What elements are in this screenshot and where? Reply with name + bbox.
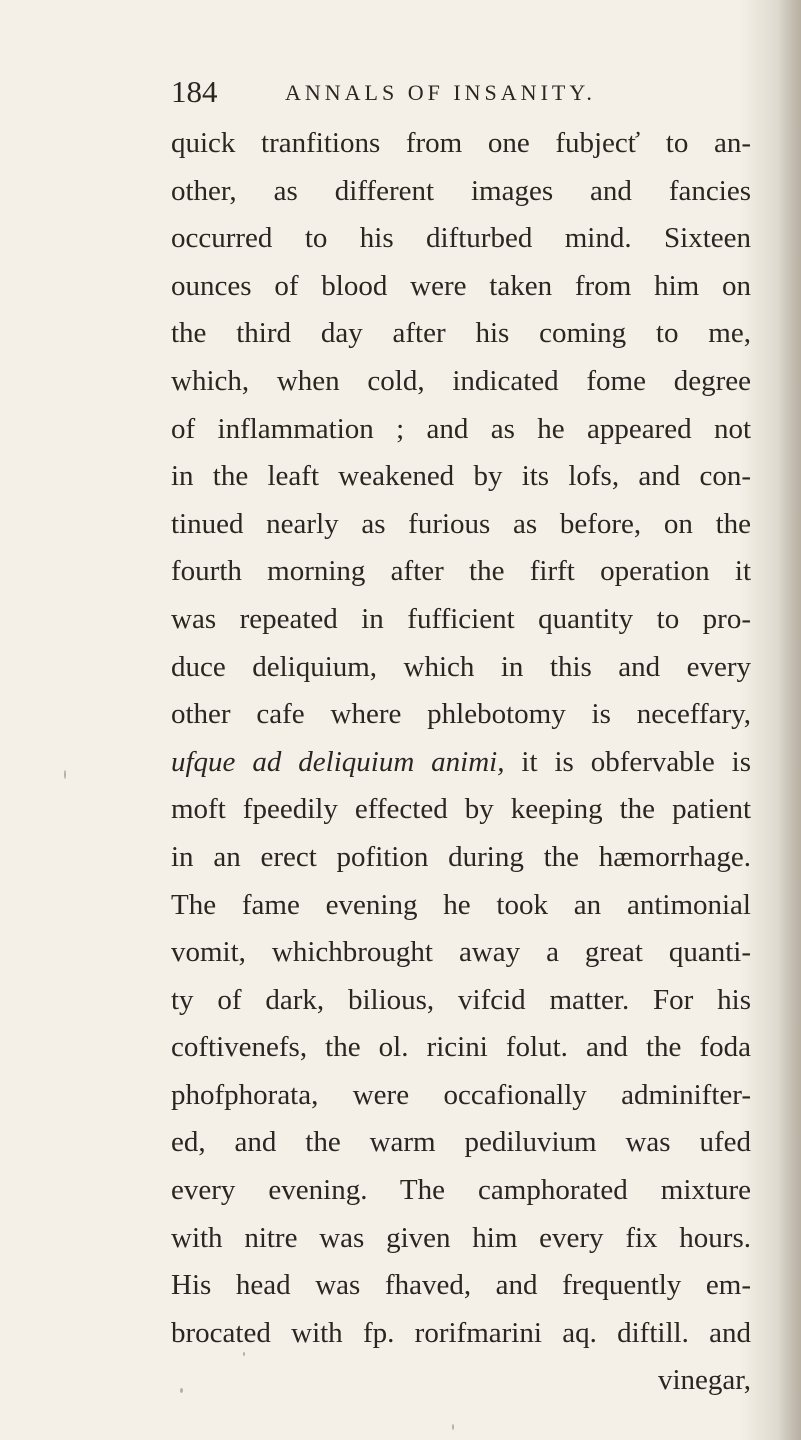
text-line-22: ed, and the warm pediluvium was ufed <box>171 1126 751 1159</box>
text-line-25: His head was fhaved, and frequently em- <box>171 1269 751 1302</box>
page-edge-shadow <box>779 0 801 1440</box>
page-number: 184 <box>171 74 218 109</box>
text-line-18: vomit, whichbrought away a great quanti- <box>171 936 751 969</box>
catchword: vinegar, <box>657 1364 751 1397</box>
text-line-4: ounces of blood were taken from him on <box>171 269 751 302</box>
body-text <box>171 120 751 1405</box>
text-line-9: tinued nearly as furious as before, on the <box>171 507 751 540</box>
text-line-26: brocated with fp. rorifmarini aq. diftill. and <box>171 1316 751 1349</box>
text-line-14 <box>171 739 751 787</box>
text-line-16: in an erect pofition during the hæmorrhage. <box>171 840 751 873</box>
text-line-21: phofphorata, were occafionally adminifter- <box>171 1078 751 1111</box>
paper-speck <box>452 1424 454 1430</box>
latin-phrase: ufque ad deliquium animi, <box>171 745 505 778</box>
text-line-24: with nitre was given him every fix hours. <box>171 1221 751 1254</box>
text-line-7: of inflammation ; and as he appeared not <box>171 412 751 445</box>
text-line-3: occurred to his difturbed mind. Sixteen <box>171 222 751 255</box>
page-header <box>171 70 691 114</box>
text-line-19: ty of dark, bilious, vifcid matter. For his <box>171 983 751 1016</box>
text-line-15: moft fpeedily effected by keeping the patient <box>171 793 751 826</box>
paper-speck <box>64 770 66 779</box>
paper-speck <box>243 1352 245 1356</box>
text-line-14-rest: it is obfervable is <box>504 745 751 778</box>
text-line-1: quick tranfitions from one fubjecť to an- <box>171 127 751 159</box>
running-head: ANNALS OF INSANITY. <box>285 80 596 105</box>
text-line-5: the third day after his coming to me, <box>171 317 751 350</box>
text-line-20: coftivenefs, the ol. ricini folut. and the foda <box>171 1031 751 1064</box>
text-line-2: other, as different images and fancies <box>171 174 751 207</box>
text-line-17: The fame evening he took an antimonial <box>171 888 751 921</box>
text-line-6: which, when cold, indicated fome degree <box>171 364 751 397</box>
text-line-13: other cafe where phlebotomy is neceffary, <box>171 698 751 731</box>
text-line-23: every evening. The camphorated mixture <box>171 1174 751 1207</box>
paper-speck <box>180 1388 183 1393</box>
text-line-11: was repeated in fufficient quantity to pro- <box>171 602 751 635</box>
text-line-12: duce deliquium, which in this and every <box>171 650 751 683</box>
text-line-10: fourth morning after the firft operation it <box>171 555 751 588</box>
text-line-8: in the leaft weakened by its lofs, and con- <box>171 460 751 493</box>
